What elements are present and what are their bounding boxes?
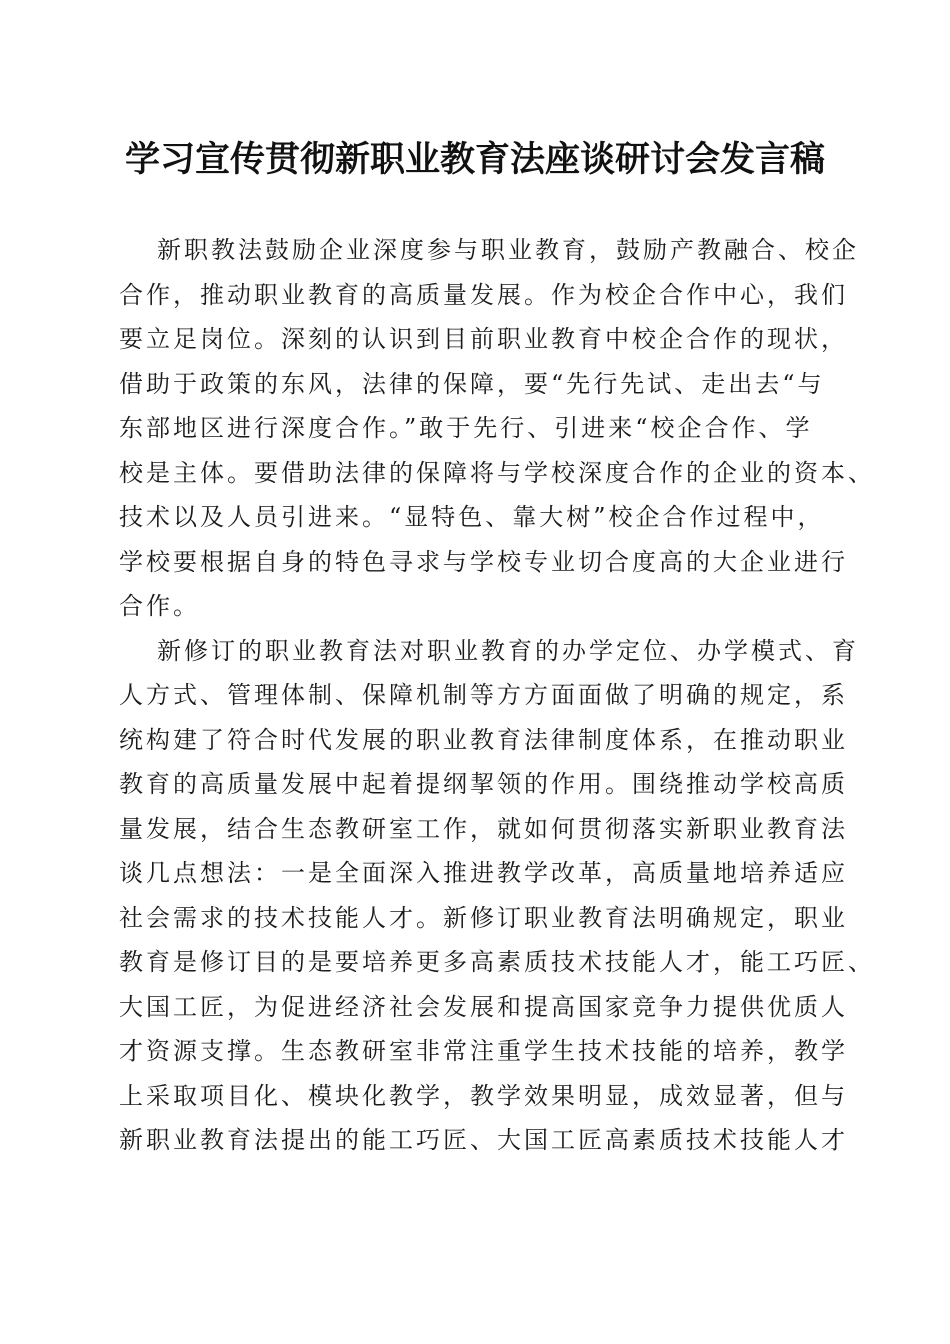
- text-line: 新职教法鼓励企业深度参与职业教育，鼓励产教融合、校企: [157, 236, 859, 264]
- text-line: 大国工匠，为促进经济社会发展和提高国家竞争力提供优质人: [119, 992, 848, 1021]
- text-line: 才资源支撑。生态教研室非常注重学生技术技能的培养，教学: [119, 1037, 848, 1065]
- text-line: 上采取项目化、模块化教学，教学效果明显，成效显著，但与: [119, 1081, 848, 1110]
- text-line: 教育的高质量发展中起着提纲挈领的作用。围绕推动学校高质: [119, 770, 848, 798]
- text-line: 谈几点想法：一是全面深入推进教学改革，高质量地培养适应: [119, 859, 848, 887]
- paragraph-2: [119, 629, 875, 1163]
- text-line: 合作，推动职业教育的高质量发展。作为校企合作中心，我们: [119, 280, 848, 309]
- text-line: 要立足岗位。深刻的认识到目前职业教育中校企合作的现状，: [119, 325, 848, 353]
- text-line: 新修订的职业教育法对职业教育的办学定位、办学模式、育: [157, 636, 859, 665]
- text-line: 校是主体。要借助法律的保障将与学校深度合作的企业的资本、: [119, 458, 875, 487]
- paragraph-1: [119, 228, 875, 629]
- text-line: 技术以及人员引进来。“显特色、靠大树”校企合作过程中，: [119, 503, 825, 531]
- text-line: 东部地区进行深度合作。”敢于先行、引进来“校企合作、学: [119, 414, 813, 442]
- document-title: 学习宣传贯彻新职业教育法座谈研讨会发言稿: [124, 139, 825, 180]
- text-line: 合作。: [119, 592, 200, 620]
- text-line: 人方式、管理体制、保障机制等方方面面做了明确的规定，系: [119, 681, 848, 709]
- text-line: 新职业教育法提出的能工巧匠、大国工匠高素质技术技能人才: [119, 1126, 848, 1154]
- text-line: 教育是修订目的是要培养更多高素质技术技能人才，能工巧匠、: [119, 948, 875, 976]
- text-line: 社会需求的技术技能人才。新修订职业教育法明确规定，职业: [119, 903, 848, 932]
- text-line: 学校要根据自身的特色寻求与学校专业切合度高的大企业进行: [119, 547, 848, 576]
- document-body: [119, 228, 875, 1163]
- text-line: 量发展，结合生态教研室工作，就如何贯彻落实新职业教育法: [119, 814, 848, 843]
- text-line: 借助于政策的东风，法律的保障，要“先行先试、走出去“与: [119, 369, 825, 398]
- text-line: 统构建了符合时代发展的职业教育法律制度体系，在推动职业: [119, 725, 848, 754]
